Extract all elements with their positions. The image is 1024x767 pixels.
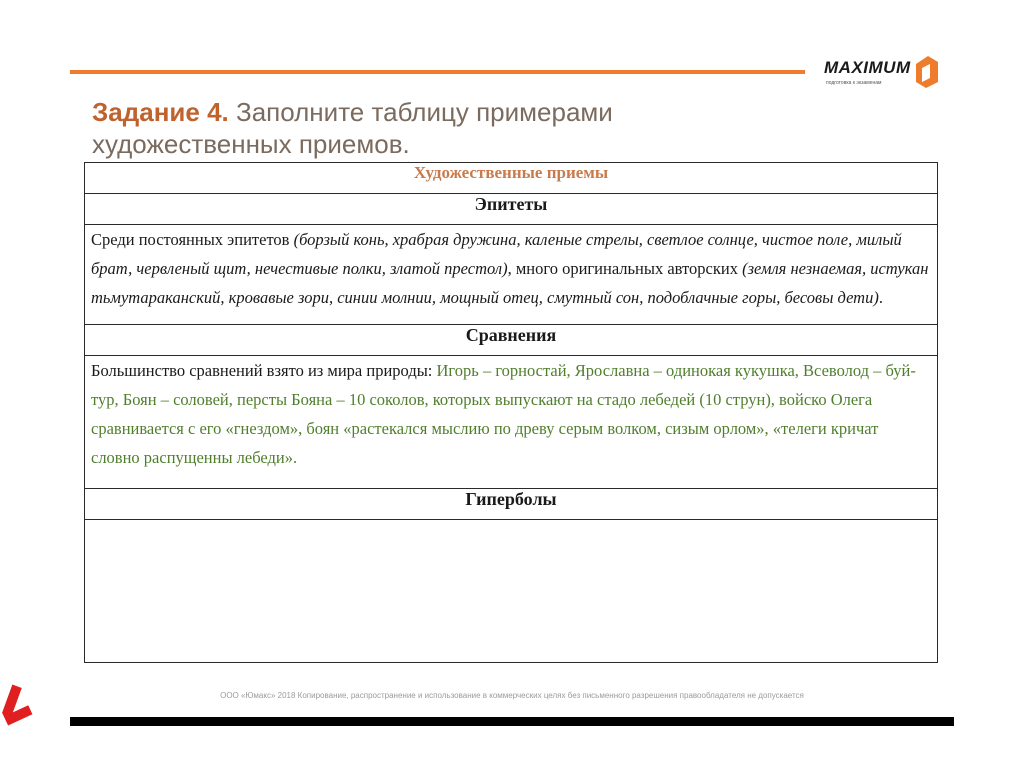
text-segment-green: Игорь – горностай, Ярославна – одинокая кукушка, Всеволод – буй-тур, Боян – соловей, персты Бояна – 10 соколов, которых выпускают на стадо лебедей (10 струн), войско Олега сравнивается с его «гнездом», боян «растекался мыслию по древу серым волком, сизым орлом», «телеги кричат словно распущенны лебеди». — [91, 361, 916, 468]
text-segment: Большинство сравнений взято из мира природы: — [91, 361, 437, 381]
hyperboles-content-empty — [85, 520, 938, 663]
text-segment: Среди постоянных эпитетов — [91, 230, 294, 249]
section-heading-epithets: Эпитеты — [85, 194, 938, 225]
red-arrow-icon — [0, 684, 36, 736]
text-segment: . — [878, 288, 883, 307]
top-accent-line — [70, 70, 805, 74]
techniques-table — [84, 162, 938, 663]
section-heading-hyperboles: Гиперболы — [85, 489, 938, 520]
logo-tagline: подготовка к экзаменам — [826, 80, 882, 86]
logo-brand-text: MAXIMUM — [824, 58, 911, 77]
copyright-footer: ООО «Юмакс» 2018 Копирование, распространение и использование в коммерческих целях без письменного разрешения правообладателя не допускается — [220, 691, 804, 700]
bottom-black-line — [70, 717, 954, 726]
section-heading-comparisons: Сравнения — [85, 325, 938, 356]
comparisons-content — [85, 356, 938, 489]
epithets-content — [85, 225, 938, 325]
logo-mark-icon — [914, 54, 940, 88]
text-segment-italic: (борзый конь, храбрая дружина, каленые стрелы, светлое солнце, чистое поле, милый брат, червленый щит, нечестивые полки, златой престол) — [91, 230, 902, 278]
page-title — [92, 96, 792, 160]
text-segment-italic: (земля незнаемая, истукан тьмутараканский, кровавые зори, синии молнии, мощный отец, смутный сон, подоблачные горы, бесовы дети) — [91, 259, 929, 307]
table-header: Художественные приемы — [85, 163, 938, 194]
maximum-logo — [818, 52, 942, 96]
text-segment: , много оригинальных авторских — [507, 259, 743, 278]
title-text: Заполните таблицу примерами художественных приемов. — [92, 97, 613, 159]
title-task-number: Задание 4. — [92, 97, 229, 127]
